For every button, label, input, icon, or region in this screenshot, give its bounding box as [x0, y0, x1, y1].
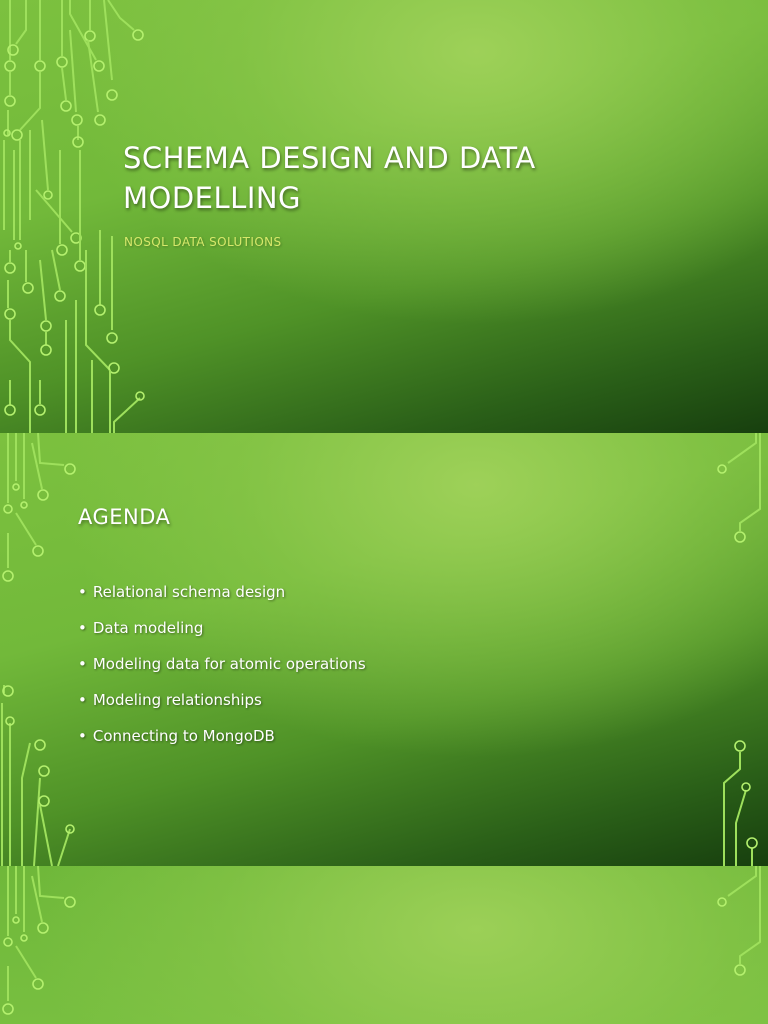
- agenda-item-text: Modeling data for atomic operations: [92, 655, 366, 673]
- agenda-heading: AGENDA: [78, 505, 171, 529]
- circuit-decoration-left: [0, 866, 100, 1024]
- slide-subtitle: NOSQL DATA SOLUTIONS: [124, 235, 282, 249]
- slide-title: [0, 0, 768, 433]
- bullet-icon: •: [78, 691, 87, 709]
- agenda-item: [78, 652, 366, 688]
- circuit-decoration-right: [708, 433, 768, 866]
- bullet-icon: •: [78, 619, 87, 637]
- slide-title-heading: SCHEMA DESIGN AND DATA MODELLING: [123, 141, 536, 215]
- agenda-item-text: Connecting to MongoDB: [92, 727, 275, 745]
- agenda-item: [78, 616, 366, 652]
- slide-partial: [0, 866, 768, 1024]
- agenda-item: [78, 580, 366, 616]
- agenda-item: [78, 724, 366, 760]
- agenda-item-text: Modeling relationships: [92, 691, 262, 709]
- agenda-bullet-list: [78, 580, 366, 760]
- bullet-icon: •: [78, 727, 87, 745]
- agenda-item-text: Data modeling: [92, 619, 204, 637]
- agenda-item: [78, 688, 366, 724]
- slide-agenda: [0, 433, 768, 866]
- circuit-decoration-right: [708, 866, 768, 1024]
- bullet-icon: •: [78, 583, 87, 601]
- agenda-item-text: Relational schema design: [92, 583, 286, 601]
- bullet-icon: •: [78, 655, 87, 673]
